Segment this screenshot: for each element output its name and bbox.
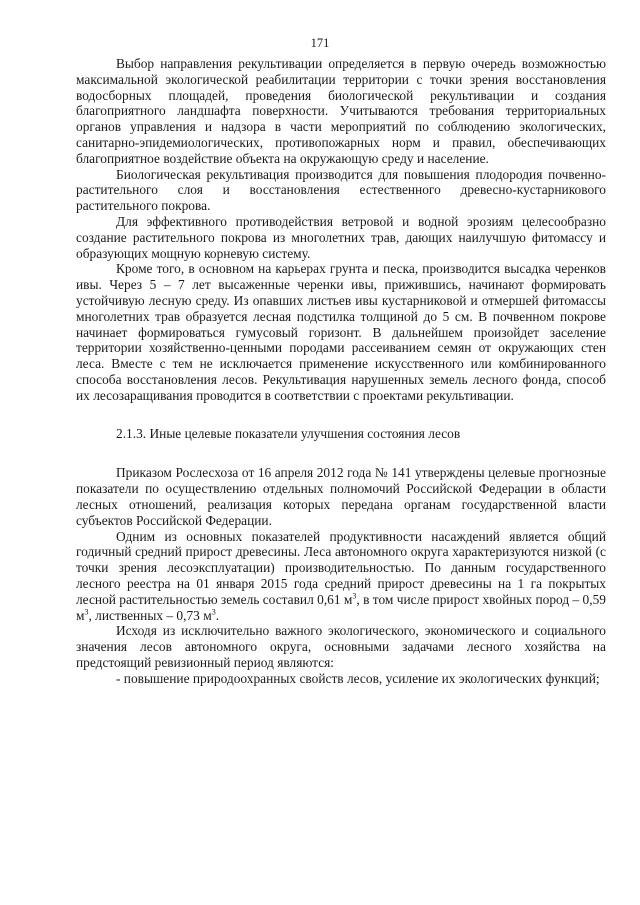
page-number: 171	[310, 36, 330, 50]
section-heading: 2.1.3. Иные целевые показатели улучшения состояния лесов	[116, 425, 461, 441]
paragraph-productivity	[76, 529, 606, 624]
superscript-3: 3	[84, 607, 89, 617]
superscript-3: 3	[211, 607, 216, 617]
paragraph-willow-planting: Кроме того, в основном на карьерах грунта и песка, производится высадка черенков ивы. Через 5 – 7 лет высаженные черенки ивы, прижившись, начинают формировать устойчивую лесную среду. Из опавших листьев ивы кустарниковой и отмершей фитомассы многолетних трав образуется лесная подстилка толщиной до 5 см. В почвенном покрове начинает формироваться гумусовый горизонт. В дальнейшем произойдет заселение территории хозяйственно-ценными породами рассеиванием семян от окружающих стен леса. Вместе с тем не исключается применение искусственного или комбинированного способа восстановления лесов. Рекультивация нарушенных земель лесного фонда, способ их лесозаращивания проводится в соответствии с проектами рекультивации.	[76, 261, 606, 403]
productivity-text-c: , лиственных – 0,73 м	[88, 607, 212, 623]
paragraph-reclamation-direction: Выбор направления рекультивации определяется в первую очередь возможностью максимальной экологической реабилитации территории с точки зрения восстановления водосборных площадей, проведения биологической рекультивации и создания благоприятного ландшафта поверхности. Учитываются требования территориальных органов управления и надзора в части мероприятий по соблюдению экологических, санитарно-эпидемиологических, противопожарных норм и правил, обеспечивающих благоприятное воздействие объекта на окружающую среду и население.	[76, 56, 606, 166]
productivity-text-b: , в том числе прирост хвойных пород – 0,59 м	[76, 591, 606, 623]
list-item: - повышение природоохранных свойств лесов, усиление их экологических функций;	[116, 670, 600, 686]
superscript-3: 3	[352, 591, 357, 601]
paragraph-erosion-control: Для эффективного противодействия ветровой и водной эрозиям целесообразно создание растительного покрова из многолетних трав, дающих наилучшую фитомассу и образующих мощную корневую систему.	[76, 213, 606, 261]
paragraph-main-tasks: Исходя из исключительно важного экологического, экономического и социального значения лесов автономного округа, основными задачами лесного хозяйства на предстоящий ревизионный период являются:	[76, 623, 606, 670]
document-body	[76, 56, 606, 686]
paragraph-rosleskhoz-order: Приказом Рослесхоза от 16 апреля 2012 года № 141 утверждены целевые прогнозные показатели по осуществлению отдельных полномочий Российской Федерации в области лесных отношений, реализация которых передана органам государственной власти субъектов Российской Федерации.	[76, 465, 606, 528]
paragraph-biological-reclamation: Биологическая рекультивация производится для повышения плодородия почвенно-растительного слоя и восстановления естественного древесно-кустарникового растительного покрова.	[76, 166, 606, 214]
productivity-text-d: .	[215, 607, 220, 623]
productivity-text-a: Одним из основных показателей продуктивности насаждений является общий годичный средний прирост древесины. Леса автономного округа характеризуются низкой (с точки зрения лесоэксплуатации) производительностью. По данным государственного лесного реестра на 01 января 2015 года средний прирост древесины на 1 га покрытых лесной растительностью земель составил 0,61 м	[76, 528, 606, 607]
